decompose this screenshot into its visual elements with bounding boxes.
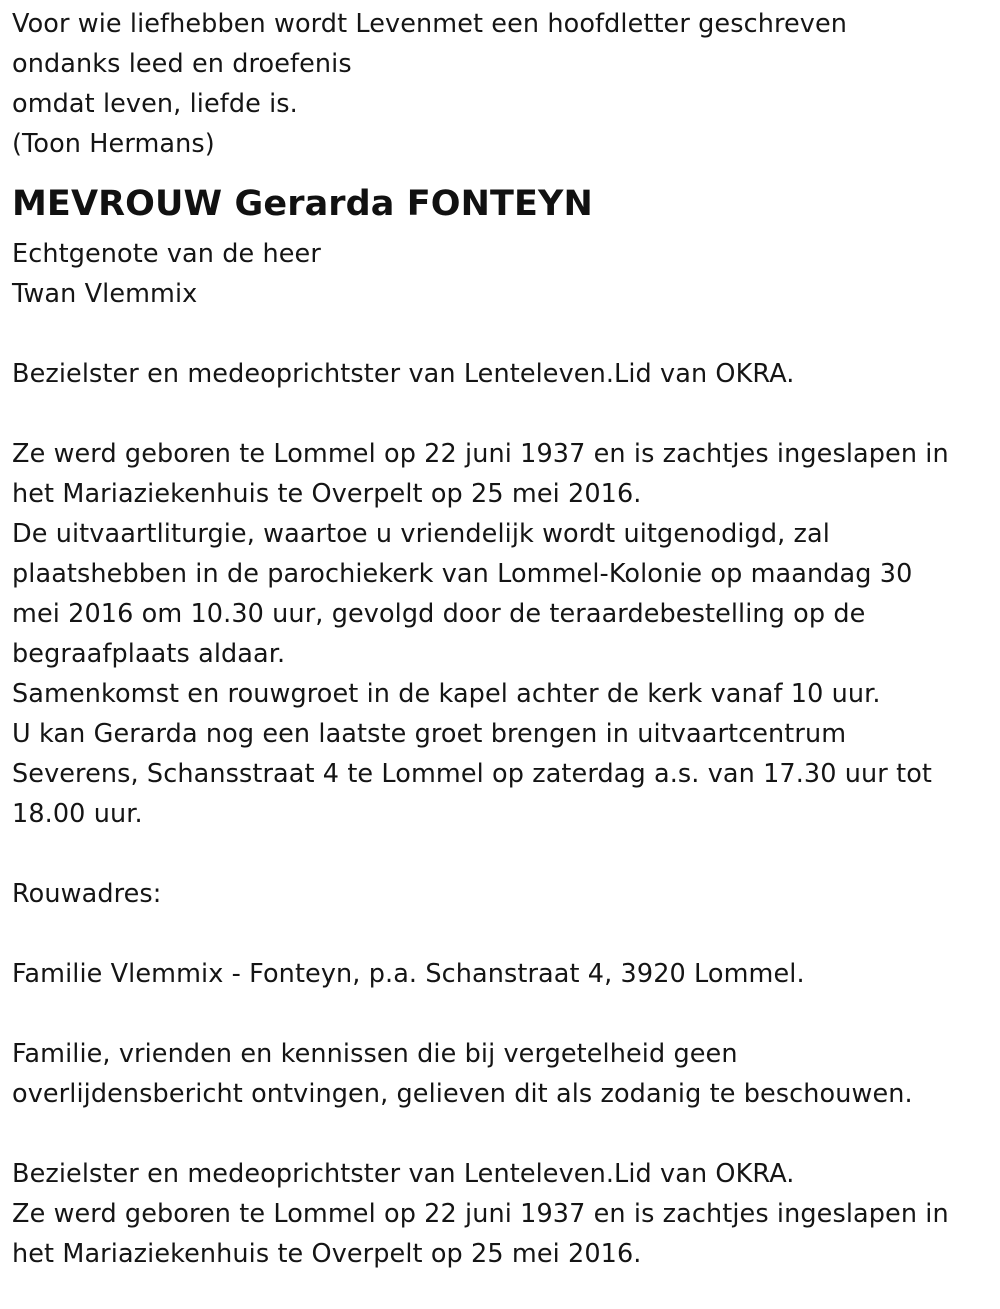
- details-block: [12, 434, 987, 834]
- notice-block: [12, 1034, 987, 1114]
- notice-line: Familie, vrienden en kennissen die bij vergetelheid geen: [12, 1039, 738, 1069]
- details-line: het Mariaziekenhuis te Overpelt op 25 mei 2016.: [12, 479, 642, 509]
- spouse-block: [12, 234, 987, 314]
- spacer: [12, 394, 987, 434]
- address-value: Familie Vlemmix - Fonteyn, p.a. Schanstraat 4, 3920 Lommel.: [12, 959, 805, 989]
- role-text: Bezielster en medeoprichtster van Lenteleven.Lid van OKRA.: [12, 359, 795, 389]
- details-line: Samenkomst en rouwgroet in de kapel achter de kerk vanaf 10 uur.: [12, 679, 881, 709]
- poem-line: Voor wie liefhebben wordt Levenmet een hoofdletter geschreven: [12, 9, 848, 39]
- spouse-name: Twan Vlemmix: [12, 279, 198, 309]
- details-line: Ze werd geboren te Lommel op 22 juni 1937 en is zachtjes ingeslapen in: [12, 439, 949, 469]
- details-line: U kan Gerarda nog een laatste groet brengen in uitvaartcentrum: [12, 719, 847, 749]
- obituary-page: [12, 4, 987, 1274]
- spacer: [12, 994, 987, 1034]
- poem-block: [12, 4, 987, 164]
- details-line: mei 2016 om 10.30 uur, gevolgd door de teraardebestelling op de: [12, 599, 866, 629]
- spouse-line: Echtgenote van de heer: [12, 239, 321, 269]
- notice-line: overlijdensbericht ontvingen, gelieven dit als zodanig te beschouwen.: [12, 1079, 913, 1109]
- details-line: Severens, Schansstraat 4 te Lommel op zaterdag a.s. van 17.30 uur tot: [12, 759, 932, 789]
- details-line: plaatshebben in de parochiekerk van Lommel-Kolonie op maandag 30: [12, 559, 913, 589]
- details-line: De uitvaartliturgie, waartoe u vriendelijk wordt uitgenodigd, zal: [12, 519, 830, 549]
- details-line: begraafplaats aldaar.: [12, 639, 286, 669]
- spacer: [12, 914, 987, 954]
- spacer: [12, 314, 987, 354]
- repeat-line: Bezielster en medeoprichtster van Lenteleven.Lid van OKRA.: [12, 1159, 795, 1189]
- poem-attribution: (Toon Hermans): [12, 129, 215, 159]
- spacer: [12, 1114, 987, 1154]
- deceased-name-title: MEVROUW Gerarda FONTEYN: [12, 184, 593, 224]
- repeat-block: [12, 1154, 987, 1274]
- poem-line: omdat leven, liefde is.: [12, 89, 298, 119]
- address-label: Rouwadres:: [12, 879, 162, 909]
- repeat-line: Ze werd geboren te Lommel op 22 juni 1937 en is zachtjes ingeslapen in: [12, 1199, 949, 1229]
- details-line: 18.00 uur.: [12, 799, 143, 829]
- spacer: [12, 834, 987, 874]
- repeat-line: het Mariaziekenhuis te Overpelt op 25 mei 2016.: [12, 1239, 642, 1269]
- poem-line: ondanks leed en droefenis: [12, 49, 352, 79]
